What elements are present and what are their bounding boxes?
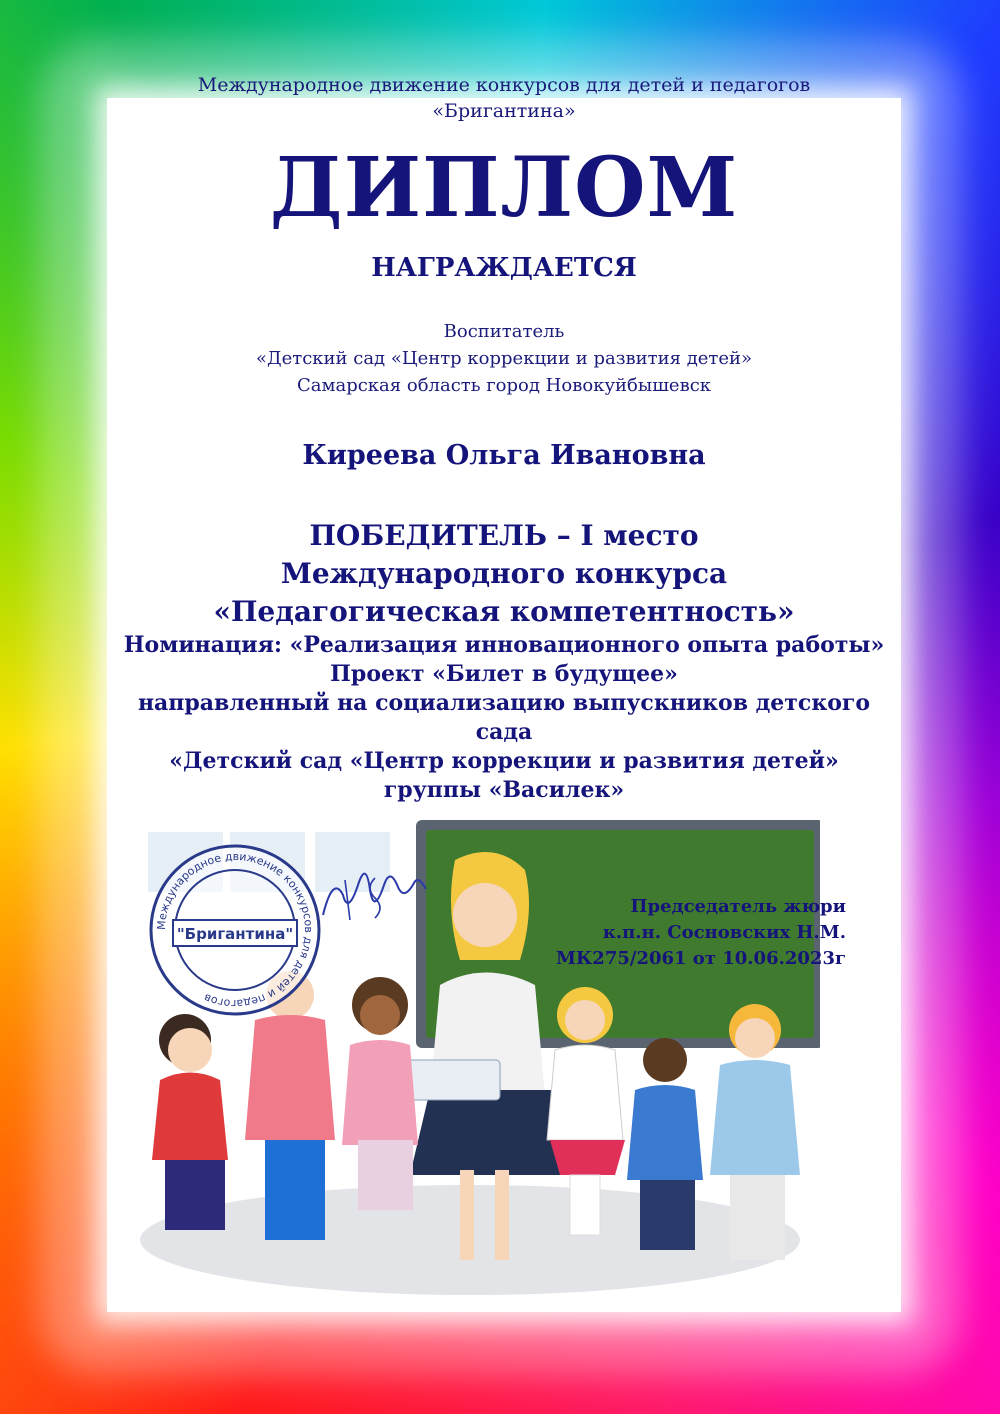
organization-stamp [145, 840, 325, 1020]
jury-signature-block [520, 894, 846, 972]
awarded-label: НАГРАЖДАЕТСЯ [371, 253, 637, 283]
jury-document-number: МК275/2061 от 10.06.2023г [556, 948, 846, 969]
award-contest-line-2: «Педагогическая компетентность» [213, 595, 795, 628]
recipient-organization: «Детский сад «Центр коррекции и развития детей» [255, 348, 753, 369]
organizer-line-1: Международное движение конкурсов для детей и педагогов [197, 74, 811, 96]
award-place: ПОБЕДИТЕЛЬ – I место [309, 519, 699, 552]
stamp-ring-text: Международное движение конкурсов для детей и педагогов [154, 849, 316, 1011]
recipient-name: Киреева Ольга Ивановна [302, 440, 706, 471]
organizer-header [107, 72, 901, 124]
recipient-position: Воспитатель [443, 321, 565, 342]
award-contest-line-1: Международного конкурса [280, 557, 728, 590]
child-curly-hair [342, 977, 418, 1210]
recipient-location: Самарская область город Новокуйбышевск [296, 375, 712, 396]
jury-name: к.п.н. Сосновских Н.М. [602, 922, 846, 943]
organizer-line-2: «Бригантина» [432, 100, 576, 122]
award-block [107, 517, 901, 805]
award-project: Проект «Билет в будущее» [330, 661, 678, 687]
award-project-organization: «Детский сад «Центр коррекции и развития детей» [169, 748, 839, 774]
signature-icon [315, 860, 435, 930]
diploma-title: ДИПЛОМ [269, 140, 739, 236]
recipient-info [107, 318, 901, 399]
award-group: группы «Василек» [383, 777, 625, 803]
child-left-red [152, 1014, 228, 1230]
award-nomination: Номинация: «Реализация инновационного опыта работы» [123, 632, 885, 658]
award-project-description: направленный на социализацию выпускников детского сада [137, 690, 871, 745]
stamp-center-text: "Бригантина" [176, 925, 294, 943]
jury-title: Председатель жюри [630, 896, 846, 917]
